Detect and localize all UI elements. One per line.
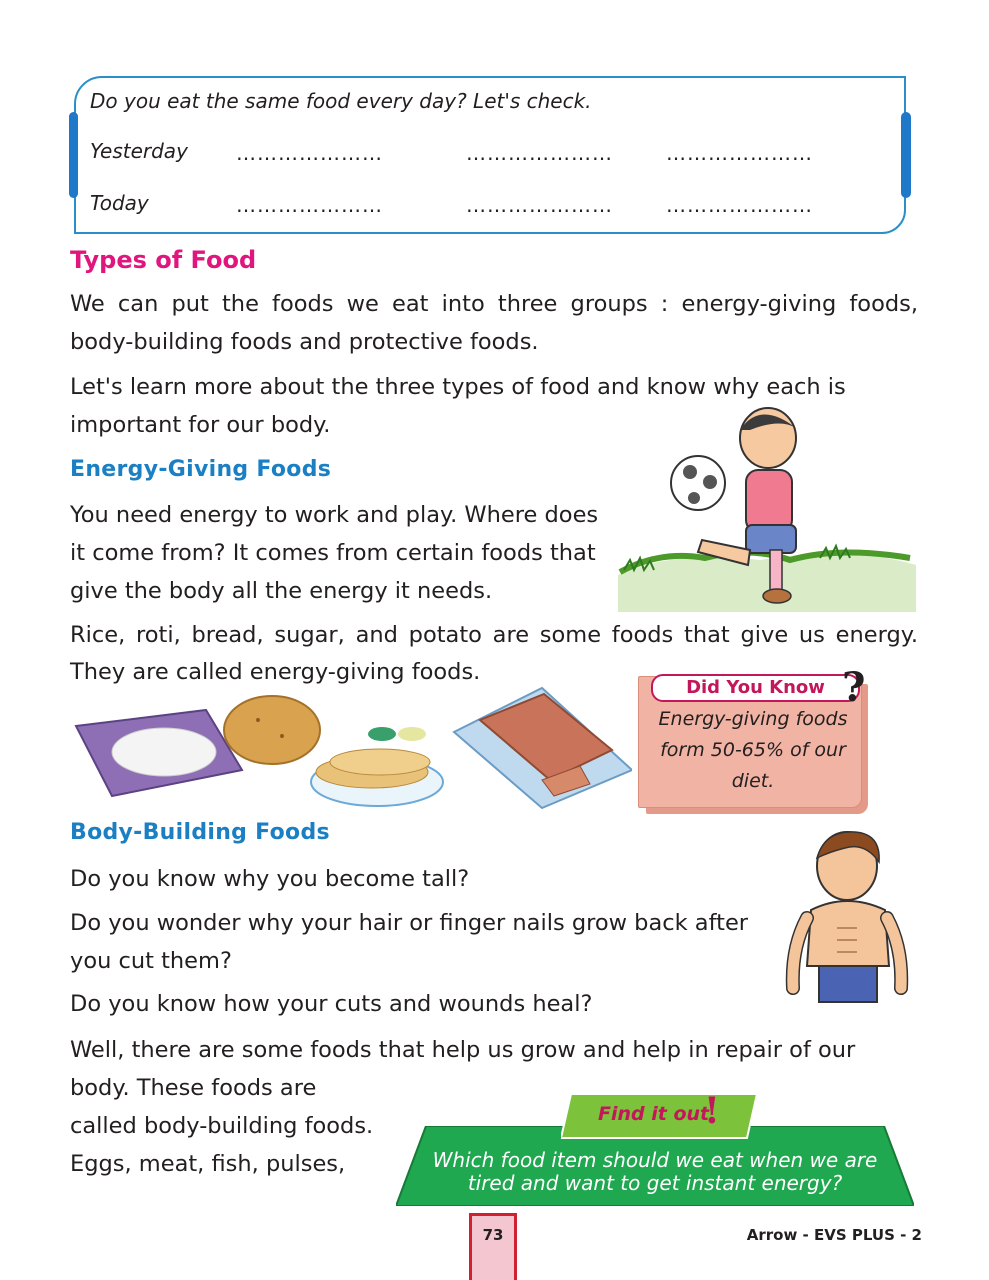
types-p1-line2: body-building foods and protective foods. [70,329,539,355]
boy-muscles-illustration [785,828,915,1004]
blank-today-3[interactable]: ………………… [666,193,813,217]
energy-line5: They are called energy-giving foods. [70,659,481,685]
energy-foods-illustration [72,680,632,810]
energy-heading: Energy-Giving Foods [70,457,332,482]
types-p1-line1: We can put the foods we eat into three groups : energy-giving foods, [70,291,918,317]
bb-question1: Do you know why you become tall? [70,866,470,892]
row-label-yesterday: Yesterday [90,139,188,163]
blank-today-2[interactable]: ………………… [466,193,613,217]
box-tab-left [69,112,78,198]
did-you-know-line3: diet. [731,770,775,792]
blank-yesterday-2[interactable]: ………………… [466,141,613,165]
find-it-out-line1: Which food item should we eat when we are [432,1148,878,1172]
exclamation-icon: ! [704,1090,720,1132]
find-it-out-question [410,1149,900,1195]
bb-question2-line1: Do you wonder why your hair or finger nails grow back after [70,910,749,936]
did-you-know-line1: Energy-giving foods [658,708,848,730]
page-number-tab [469,1213,517,1280]
blank-yesterday-3[interactable]: ………………… [666,141,813,165]
energy-line4: Rice, roti, bread, sugar, and potato are some foods that give us energy. [70,622,918,648]
did-you-know-title: Did You Know [651,674,860,702]
page-number: 73 [482,1226,504,1244]
find-it-out-label: Find it out [598,1103,710,1125]
question-mark-icon: ? [842,664,866,711]
row-label-today: Today [90,191,149,215]
energy-line2: it come from? It comes from certain foods that [70,540,596,566]
find-it-out-line2: tired and want to get instant energy? [467,1171,843,1195]
energy-line3: give the body all the energy it needs. [70,578,493,604]
energy-line1: You need energy to work and play. Where does [70,502,599,528]
body-building-heading: Body-Building Foods [70,820,330,845]
bb-question3: Do you know how your cuts and wounds heal? [70,991,593,1017]
did-you-know-line2: form 50-65% of our [660,739,846,761]
bb-para-line3: called body-building foods. [70,1113,374,1139]
did-you-know-body [648,704,858,797]
blank-today-1[interactable]: ………………… [236,193,383,217]
bb-para-line4: Eggs, meat, fish, pulses, [70,1151,346,1177]
bb-question2-line2: you cut them? [70,948,232,974]
types-heading: Types of Food [70,246,257,274]
check-question: Do you eat the same food every day? Let's check. [90,89,592,113]
types-p2-line1: Let's learn more about the three types of food and know why each is [70,374,846,400]
bb-para-line1: Well, there are some foods that help us grow and help in repair of our [70,1037,856,1063]
boy-football-illustration [610,400,916,612]
bb-para-line2: body. These foods are [70,1075,317,1101]
box-tab-right [901,112,911,198]
types-p2-line2: important for our body. [70,412,331,438]
book-title: Arrow - EVS PLUS - 2 [746,1226,922,1244]
blank-yesterday-1[interactable]: ………………… [236,141,383,165]
